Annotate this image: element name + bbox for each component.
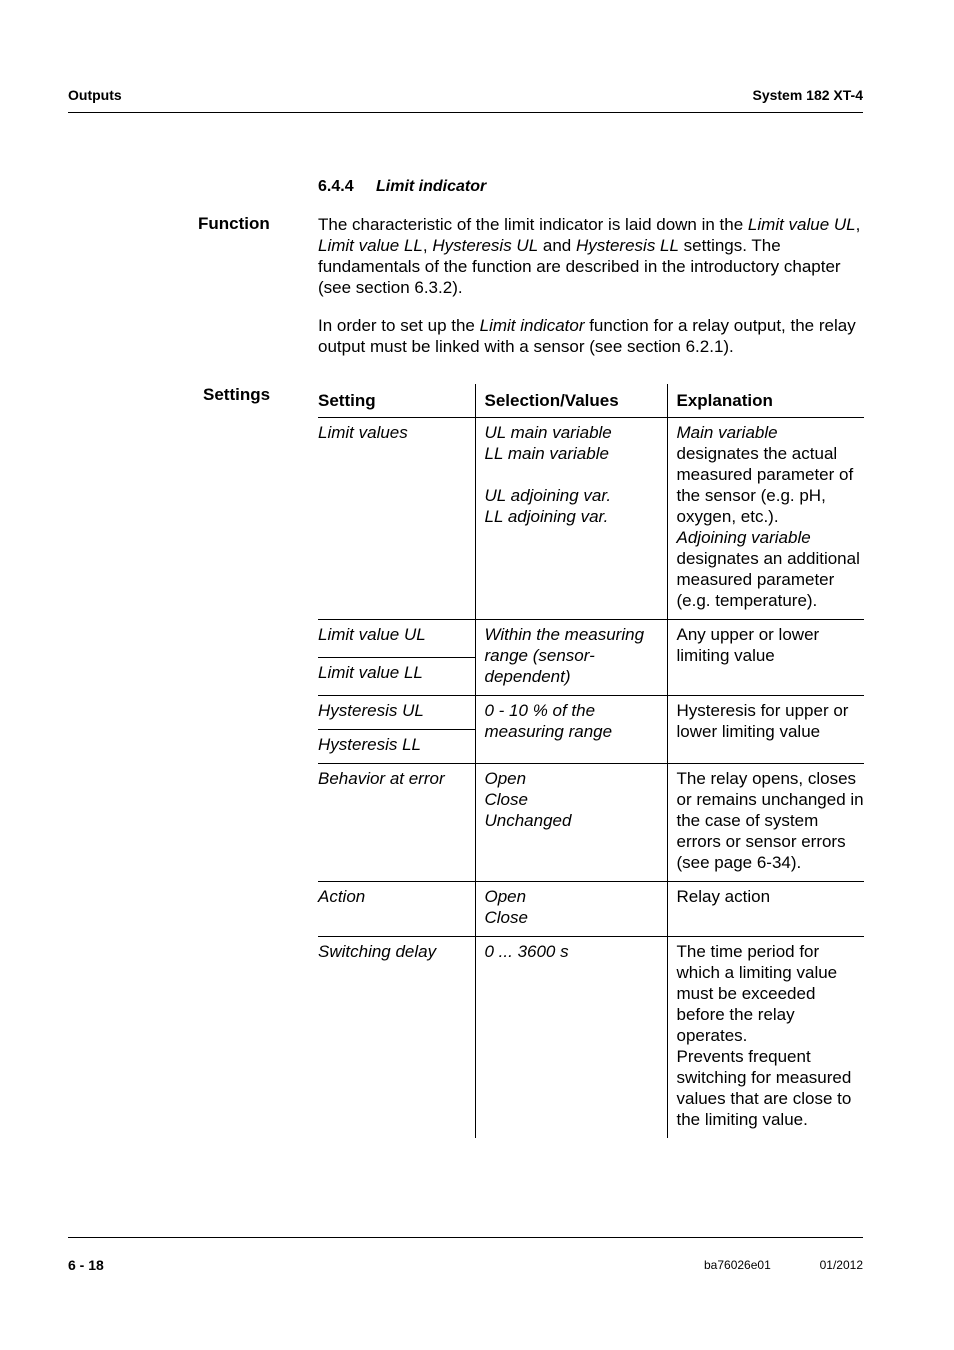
values-cell: 0 ... 3600 s (475, 937, 667, 1139)
setting-cell: Limit values (318, 423, 408, 442)
explanation-cell: Main variable designates the actual measured parameter of the sensor (e.g. pH, oxygen, etc.). Adjoining variable designates an additional measured parameter (e.g. temperature). (667, 418, 864, 620)
table-header-row (318, 384, 864, 418)
column-header-values: Selection/Values (475, 384, 667, 418)
setting-cell: Switching delay (318, 942, 437, 961)
values-cell: UL main variable LL main variable UL adjoining var. LL adjoining var. (475, 418, 667, 620)
table-row-action (318, 882, 864, 937)
settings-table (318, 384, 864, 1138)
section-title: Limit indicator (376, 178, 487, 195)
function-paragraph-2: In order to set up the Limit indicator function for a relay output, the relay output must be linked with a sensor (see section 6.2.1). (318, 316, 856, 356)
setting-cell: Hysteresis UL (318, 696, 475, 730)
function-label: Function (198, 214, 270, 233)
table-row-hysteresis-ul (318, 696, 864, 730)
settings-label: Settings (203, 385, 271, 404)
explanation-cell: Hysteresis for upper or lower limiting value (667, 696, 864, 764)
table-row-behavior-at-error (318, 764, 864, 882)
function-paragraph-1: The characteristic of the limit indicator is laid down in the Limit value UL, Limit value LL, Hysteresis UL and Hysteresis LL settings. The fundamentals of the function are described in the introductory chapter (see section 6.3.2). (318, 215, 861, 297)
footer-rule (68, 1237, 863, 1238)
column-header-explanation: Explanation (667, 384, 864, 418)
document-id: ba76026e01 (704, 1258, 771, 1272)
values-cell: Open Close Unchanged (475, 764, 667, 882)
setting-cell: Hysteresis LL (318, 735, 421, 754)
table-row-limit-values (318, 418, 864, 620)
page-number: 6 - 18 (68, 1257, 104, 1273)
document-date: 01/2012 (819, 1258, 863, 1272)
table-row-limit-value-ul (318, 620, 864, 658)
setting-cell: Behavior at error (318, 769, 445, 788)
header-rule (68, 112, 863, 113)
column-header-setting: Setting (318, 391, 376, 410)
section-heading (318, 178, 486, 196)
values-cell: 0 - 10 % of the measuring range (475, 696, 667, 764)
explanation-cell: Relay action (667, 882, 864, 937)
setting-cell: Action (318, 887, 366, 906)
values-cell: Within the measuring range (sensor-dependent) (475, 620, 667, 696)
explanation-cell: The time period for which a limiting value must be exceeded before the relay operates. Prevents frequent switching for measured values that are close to the limiting value. (667, 937, 864, 1139)
values-cell: Open Close (475, 882, 667, 937)
explanation-cell: The relay opens, closes or remains unchanged in the case of system errors or sensor errors (see page 6-34). (667, 764, 864, 882)
table-row-switching-delay (318, 937, 864, 1139)
setting-cell: Limit value UL (318, 620, 475, 658)
header-product: System 182 XT-4 (752, 87, 863, 103)
header-chapter: Outputs (68, 87, 122, 103)
explanation-cell: Any upper or lower limiting value (667, 620, 864, 696)
setting-cell: Limit value LL (318, 663, 423, 682)
section-number: 6.4.4 (318, 178, 354, 195)
